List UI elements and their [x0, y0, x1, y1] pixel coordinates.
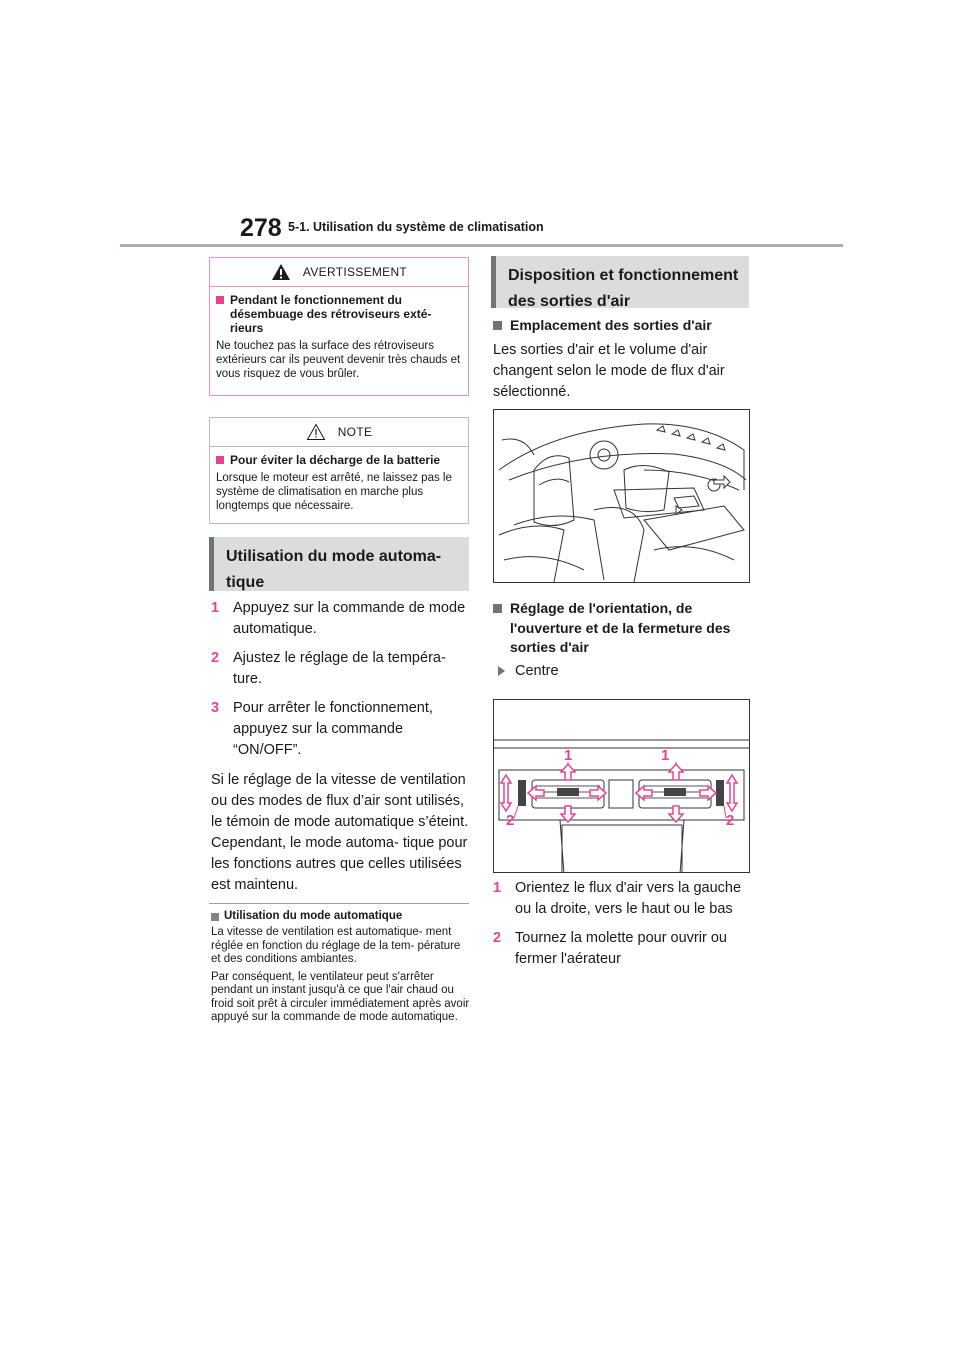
step-item [493, 878, 755, 920]
info-divider [209, 903, 469, 904]
header-divider [120, 244, 843, 247]
caution-triangle-icon [306, 423, 326, 441]
step-text: ture. [233, 671, 263, 687]
step-item [211, 648, 471, 690]
step-text: Appuyez sur la commande de mode [233, 600, 466, 616]
section-heading-line: des sorties d'air [508, 293, 631, 310]
square-bullet-icon [493, 604, 502, 613]
auto-mode-info [211, 910, 473, 1025]
step-text: automatique. [233, 621, 317, 637]
step-text: ou la droite, vers le haut ou le bas [515, 901, 733, 917]
warning-subhead [210, 287, 468, 335]
section-heading-line: tique [226, 574, 265, 591]
step-text: Orientez le flux d'air vers la gauche [515, 880, 742, 896]
note-subhead [210, 447, 468, 467]
direction-arrows [501, 764, 737, 822]
location-heading [493, 316, 753, 336]
vents-location-illustration [493, 409, 750, 583]
step-item [211, 598, 471, 640]
step-item [211, 698, 471, 761]
section-heading-vents [491, 256, 749, 308]
warning-subhead-text: Pendant le fonctionnement du désembuage des rétroviseurs exté- rieurs [230, 293, 432, 335]
info-paragraph: Par conséquent, le ventilateur peut s'arrêter pendant un instant jusqu'à ce que l'air chaud ou froid soit prêt à circuler immédiatement après avoir appuyé sur la commande de mode automatique. [211, 970, 470, 1023]
location-paragraph: Les sorties d'air et le volume d'air changent selon le mode de flux d'air sélectionné. [493, 342, 725, 400]
step-number: 2 [493, 930, 502, 946]
vent-steps [493, 878, 755, 970]
auto-steps [211, 598, 471, 761]
step-text: fermer l'aérateur [515, 951, 621, 967]
step-text: Pour arrêter le fonctionnement, [233, 700, 433, 716]
warning-header [210, 258, 468, 287]
car-interior-drawing [494, 410, 750, 583]
auto-mode-paragraph: Si le réglage de la vitesse de ventilation ou des modes de flux d’air sont utilisés, le témoin de mode automatique s’éteint. Cependant, le mode automa- tique pour les fonctions autres que celles utilisées est maintenu. [211, 772, 469, 893]
adjustment-heading-text: Réglage de l'orientation, de l'ouverture et de la fermeture des sorties d'air [510, 600, 731, 655]
step-number: 1 [211, 600, 220, 616]
center-label-text: Centre [515, 663, 559, 679]
step-number: 1 [493, 880, 502, 896]
warning-box [209, 257, 469, 396]
note-title: NOTE [337, 425, 373, 439]
section-heading-line: Utilisation du mode automa- [226, 548, 442, 565]
section-title: 5-1. Utilisation du système de climatisation [288, 220, 544, 234]
location-heading-text: Emplacement des sorties d'air [510, 317, 712, 333]
adjustment-heading [493, 599, 753, 658]
square-bullet-icon [216, 296, 224, 304]
step-text: Ajustez le réglage de la tempéra- [233, 650, 446, 666]
center-vents-illustration [493, 699, 750, 873]
step-text: Tournez la molette pour ouvrir ou [515, 930, 727, 946]
callout-1-right: 1 [661, 747, 670, 764]
step-number: 2 [211, 650, 220, 666]
info-heading-text: Utilisation du mode automatique [224, 910, 403, 922]
section-heading-line: Disposition et fonctionnement [508, 267, 739, 284]
warning-triangle-icon [271, 263, 291, 281]
note-body: Lorsque le moteur est arrêté, ne laissez pas le système de climatisation en marche plus longtemps que nécessaire. [216, 472, 452, 512]
note-box [209, 417, 469, 524]
step-item [493, 928, 755, 970]
step-number: 3 [211, 700, 220, 716]
center-vents-drawing [494, 700, 750, 873]
info-paragraph: La vitesse de ventilation est automatique- ment réglée en fonction du réglage de la tem- pérature et des conditions ambiantes. [211, 926, 461, 965]
warning-body: Ne touchez pas la surface des rétroviseurs extérieurs car ils peuvent devenir très chauds et vous risquez de vous brûler. [216, 340, 461, 380]
center-label [496, 663, 559, 679]
note-header [210, 418, 468, 447]
callout-1-left: 1 [564, 747, 573, 764]
section-heading-auto-mode [209, 537, 469, 591]
step-text: appuyez sur la commande [233, 721, 404, 737]
square-bullet-icon [211, 913, 219, 921]
square-bullet-icon [493, 321, 502, 330]
square-bullet-icon [216, 456, 224, 464]
triangle-bullet-icon [498, 666, 505, 676]
callout-2-right: 2 [726, 812, 735, 829]
note-subhead-text: Pour éviter la décharge de la batterie [230, 453, 441, 467]
info-heading [211, 910, 473, 922]
step-text: “ON/OFF”. [233, 742, 302, 758]
callout-2-left: 2 [506, 812, 515, 829]
warning-title: AVERTISSEMENT [302, 265, 408, 279]
page-number: 278 [240, 214, 282, 242]
